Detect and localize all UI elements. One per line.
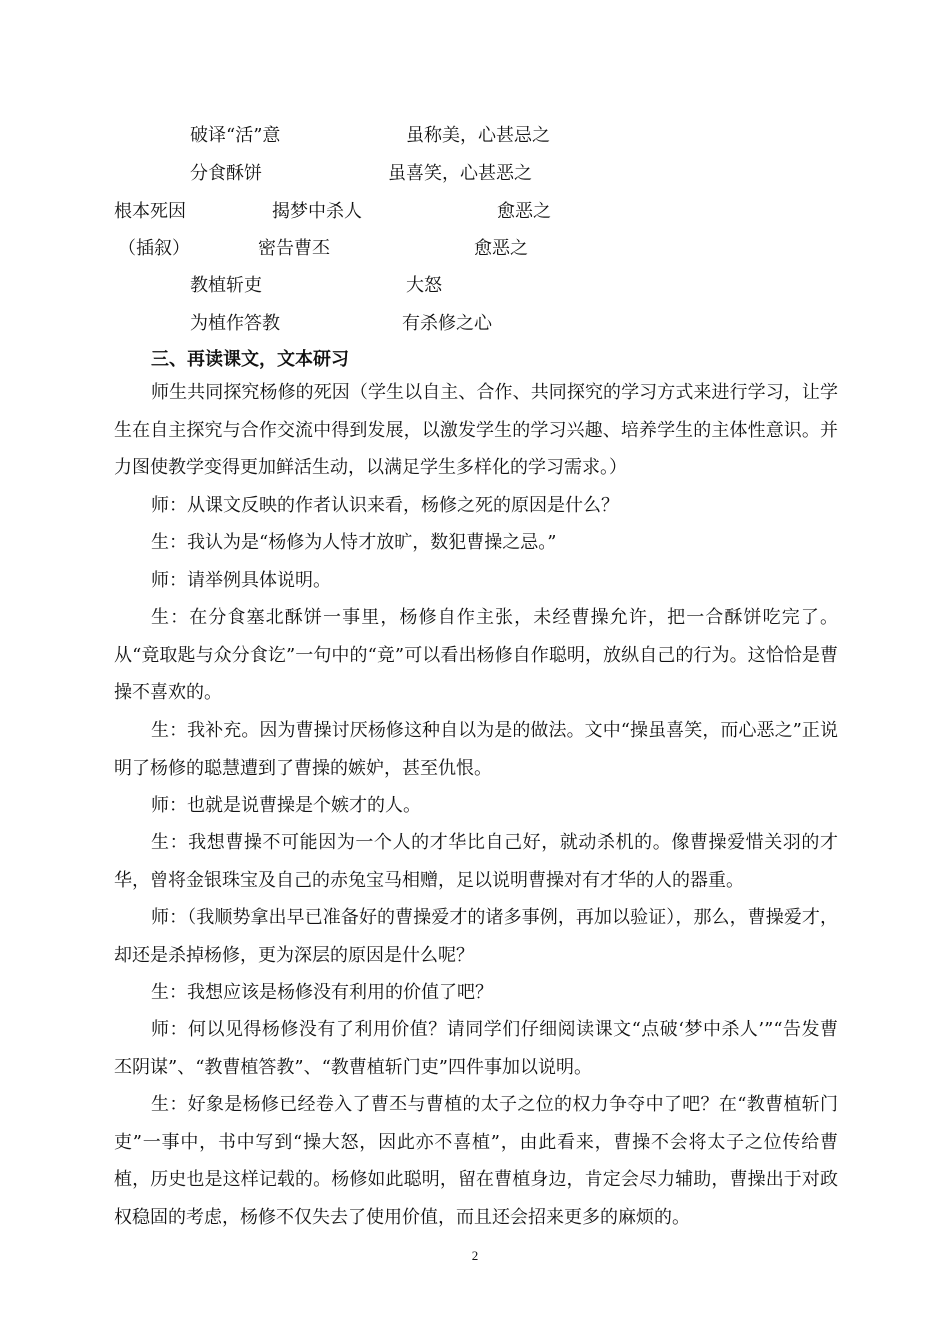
outline-label-flashback: （插叙） [118, 238, 190, 259]
outline-row-4-reaction: 愈恶之 [474, 238, 528, 259]
paragraph: 师：（我顺势拿出早已准备好的曹操爱才的诸多事例，再加以验证），那么，曹操爱才，却还是杀掉杨修，更为深层的原因是什么呢？ [114, 907, 838, 966]
paragraph: 师：何以见得杨修没有了利用价值？请同学们仔细阅读课文“点破‘梦中杀人’”“告发曹丕阴谋”、“教曹植答教”、“教曹植斩门吏”四件事加以说明。 [114, 1019, 838, 1078]
paragraph: 生：好象是杨修已经卷入了曹丕与曹植的太子之位的权力争夺中了吧？在“教曹植斩门吏”一事中，书中写到“操大怒，因此亦不喜植”，由此看来，曹操不会将太子之位传给曹植，历史也是这样记载的。杨修如此聪明，留在曹植身边，肯定会尽力辅助，曹操出于对政权稳固的考虑，杨修不仅失去了使用价值，而且还会招来更多的麻烦的。 [114, 1094, 838, 1228]
page-number: 2 [471, 1248, 479, 1263]
paragraph: 生：我补充。因为曹操讨厌杨修这种自以为是的做法。文中“操虽喜笑，而心恶之”正说明了杨修的聪慧遭到了曹操的嫉妒，甚至仇恨。 [114, 720, 838, 779]
outline-row-5-reaction: 大怒 [406, 275, 442, 296]
paragraph: 生：我认为是“杨修为人恃才放旷，数犯曹操之忌。” [151, 532, 557, 553]
outline-row-1-event: 破译“活”意 [190, 125, 281, 146]
outline-row-6-reaction: 有杀修之心 [402, 313, 492, 334]
paragraph: 生：在分食塞北酥饼一事里，杨修自作主张，未经曹操允许，把一合酥饼吃完了。从“竟取匙与众分食讫”一句中的“竟”可以看出杨修自作聪明，放纵自己的行为。这恰恰是曹操不喜欢的。 [114, 607, 838, 704]
outline-row-4-event: 密告曹丕 [258, 238, 330, 259]
outline-row-2-event: 分食酥饼 [190, 163, 262, 184]
section-heading: 三、再读课文，文本研习 [151, 349, 349, 370]
outline-row-5-event: 教植斩吏 [190, 275, 262, 296]
paragraph: 师：也就是说曹操是个嫉才的人。 [151, 795, 421, 816]
paragraph: 生：我想曹操不可能因为一个人的才华比自己好，就动杀机的。像曹操爱惜关羽的才华，曾将金银珠宝及自己的赤兔宝马相赠，足以说明曹操对有才华的人的器重。 [114, 832, 838, 891]
paragraph: 生：我想应该是杨修没有利用的价值了吧？ [151, 982, 493, 1003]
outline-row-3-reaction: 愈恶之 [497, 201, 551, 222]
paragraph: 师：请举例具体说明。 [151, 570, 331, 591]
outline-row-1-reaction: 虽称美，心甚忌之 [406, 125, 550, 146]
outline-row-6-event: 为植作答教 [190, 313, 280, 334]
paragraph: 师：从课文反映的作者认识来看，杨修之死的原因是什么？ [151, 495, 619, 516]
paragraph: 师生共同探究杨修的死因（学生以自主、合作、共同探究的学习方式来进行学习，让学生在自主探究与合作交流中得到发展，以激发学生的学习兴趣、培养学生的主体性意识。并力图使教学变得更加鲜活生动，以满足学生多样化的学习需求。） [114, 382, 838, 479]
outline-label-root-cause: 根本死因 [114, 201, 186, 222]
outline-row-2-reaction: 虽喜笑，心甚恶之 [388, 163, 532, 184]
outline-row-3-event: 揭梦中杀人 [272, 201, 362, 222]
